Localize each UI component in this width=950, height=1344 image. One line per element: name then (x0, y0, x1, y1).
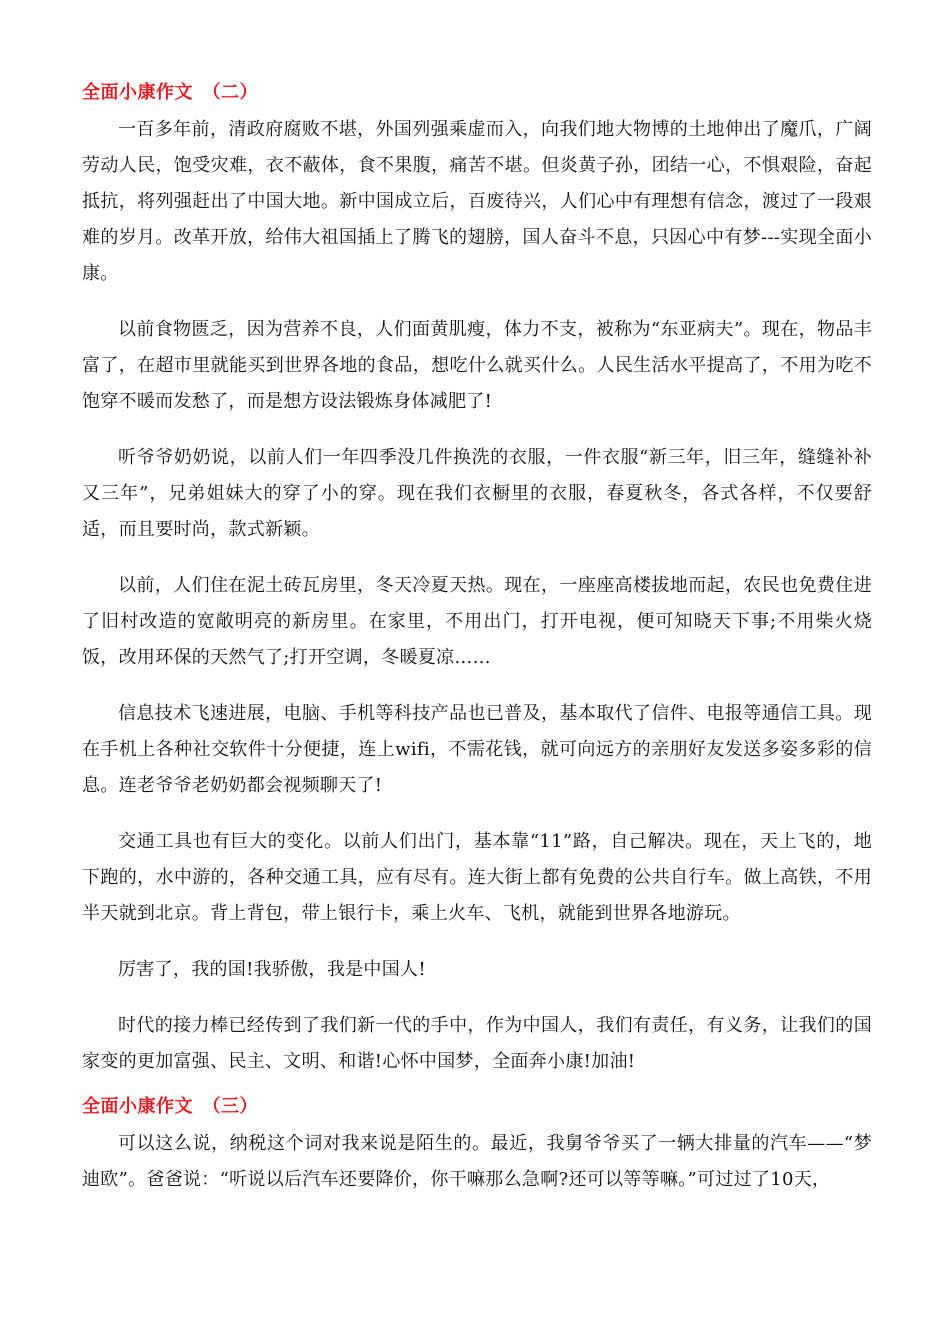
paragraph: 听爷爷奶奶说，以前人们一年四季没几件换洗的衣服，一件衣服“新三年，旧三年，缝缝补补又三年”，兄弟姐妹大的穿了小的穿。现在我们衣橱里的衣服，春夏秋冬，各式各样，不仅要舒适，而且要时尚，款式新颖。 (82, 447, 872, 540)
document-page (82, 74, 872, 1218)
paragraph: 交通工具也有巨大的变化。以前人们出门，基本靠“11”路，自己解决。现在，天上飞的，地下跑的，水中游的，各种交通工具，应有尽有。连大街上都有免费的公共自行车。做上高铁，不用半天就到北京。背上背包，带上银行卡，乘上火车、飞机，就能到世界各地游玩。 (82, 831, 872, 924)
paragraph: 厉害了，我的国!我骄傲，我是中国人! (118, 959, 426, 980)
paragraph: 可以这么说，纳税这个词对我来说是陌生的。最近，我舅爷爷买了一辆大排量的汽车——“梦迪欧”。爸爸说：“听说以后汽车还要降价，你干嘛那么急啊?还可以等等嘛。”可过过了10天， (82, 1133, 872, 1190)
paragraph: 时代的接力棒已经传到了我们新一代的手中，作为中国人，我们有责任，有义务，让我们的国家变的更加富强、民主、文明、和谐!心怀中国梦，全面奔小康!加油! (82, 1015, 872, 1072)
paragraph: 信息技术飞速进展，电脑、手机等科技产品也已普及，基本取代了信件、电报等通信工具。现在手机上各种社交软件十分便捷，连上wifi，不需花钱，就可向远方的亲朋好友发送多姿多彩的信息。连老爷爷老奶奶都会视频聊天了! (82, 703, 872, 796)
section-heading-2: 全面小康作文 （二） (82, 82, 258, 103)
paragraph: 以前食物匮乏，因为营养不良，人们面黄肌瘦，体力不支，被称为“东亚病夫”。现在，物品丰富了，在超市里就能买到世界各地的食品，想吃什么就买什么。人民生活水平提高了，不用为吃不饱穿不暖而发愁了，而是想方设法锻炼身体减肥了! (82, 319, 872, 412)
paragraph: 一百多年前，清政府腐败不堪，外国列强乘虚而入，向我们地大物博的土地伸出了魔爪，广阔劳动人民，饱受灾难，衣不蔽体，食不果腹，痛苦不堪。但炎黄子孙，团结一心，不惧艰险，奋起抵抗，将列强赶出了中国大地。新中国成立后，百废待兴，人们心中有理想有信念，渡过了一段艰难的岁月。改革开放，给伟大祖国插上了腾飞的翅膀，国人奋斗不息，只因心中有梦---实现全面小康。 (82, 119, 872, 284)
paragraph: 以前，人们住在泥土砖瓦房里，冬天冷夏天热。现在，一座座高楼拔地而起，农民也免费住进了旧村改造的宽敞明亮的新房里。在家里，不用出门，打开电视，便可知晓天下事;不用柴火烧饭，改用环保的天然气了;打开空调，冬暖夏凉…… (82, 575, 872, 668)
section-heading-3: 全面小康作文 （三） (82, 1096, 258, 1117)
